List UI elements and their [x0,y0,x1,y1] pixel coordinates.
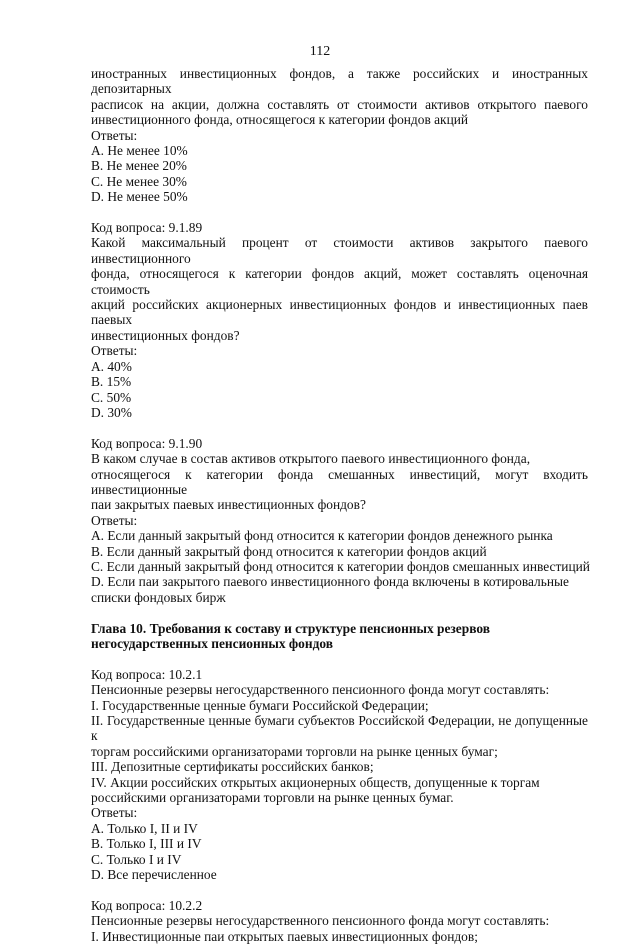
answers-label: Ответы: [91,512,138,528]
question-text: инвестиционных фондов? [91,327,240,343]
question-item: российскими организаторами торговли на рынке ценных бумаг. [91,790,454,806]
answer-option: D. Если паи закрытого паевого инвестиционного фонда включены в котировальные [91,574,569,590]
question-item: II. Государственные ценные бумаги субъектов Российской Федерации, не допущенные к [91,713,588,744]
question-text: Пенсионные резервы негосударственного пенсионного фонда могут составлять: [91,913,550,929]
question-text: акций российских акционерных инвестиционных фондов и инвестиционных паев паевых [91,297,588,328]
answers-label: Ответы: [91,343,138,359]
page-content [91,66,588,944]
page-number: 112 [309,44,331,59]
question-text: паи закрытых паевых инвестиционных фондов? [91,497,366,513]
question-code: Код вопроса: 9.1.89 [91,220,203,236]
answer-option: A. Только I, II и IV [91,820,198,836]
question-item: I. Инвестиционные паи открытых паевых инвестиционных фондов; [91,928,478,944]
question-text: Какой максимальный процент от стоимости активов закрытого паевого инвестиционного [91,235,588,266]
answer-option: D. Не менее 50% [91,189,188,205]
answers-label: Ответы: [91,127,138,143]
question-text: В каком случае в состав активов открытого паевого инвестиционного фонда, [91,451,531,467]
answer-option: B. Если данный закрытый фонд относится к категории фондов акций [91,543,487,559]
text-line: расписок на акции, должна составлять от стоимости активов открытого паевого [91,96,588,112]
chapter-heading: негосударственных пенсионных фондов [91,635,333,651]
question-item: III. Депозитные сертификаты российских банков; [91,759,374,775]
question-code: Код вопроса: 10.2.1 [91,666,203,682]
chapter-heading: Глава 10. Требования к составу и структуре пенсионных резервов [91,620,490,636]
answer-option: D. 30% [91,404,132,420]
answer-option: A. Если данный закрытый фонд относится к категории фондов денежного рынка [91,528,553,544]
answer-option: B. Только I, III и IV [91,836,202,852]
text-line: инвестиционного фонда, относящегося к категории фондов акций [91,112,469,128]
answer-option: C. Не менее 30% [91,173,187,189]
answer-option: A. 40% [91,358,132,374]
answer-option: A. Не менее 10% [91,143,188,159]
question-text: фонда, относящегося к категории фондов акций, может составлять оценочная стоимость [91,266,588,297]
answer-option: B. Не менее 20% [91,158,187,174]
answer-option: C. 50% [91,389,132,405]
answer-option: C. Если данный закрытый фонд относится к категории фондов смешанных инвестиций [91,558,590,574]
answer-option: B. 15% [91,374,132,390]
question-text: Пенсионные резервы негосударственного пенсионного фонда могут составлять: [91,682,550,698]
question-code: Код вопроса: 9.1.90 [91,435,203,451]
question-code: Код вопроса: 10.2.2 [91,897,203,913]
answer-option: списки фондовых бирж [91,589,226,605]
answers-label: Ответы: [91,805,138,821]
question-text: относящегося к категории фонда смешанных инвестиций, могут входить инвестиционные [91,466,588,497]
question-item: торгам российскими организаторами торговли на рынке ценных бумаг; [91,743,498,759]
question-item: I. Государственные ценные бумаги Российской Федерации; [91,697,429,713]
text-line: иностранных инвестиционных фондов, а также российских и иностранных депозитарных [91,66,588,97]
answer-option: D. Все перечисленное [91,867,217,883]
answer-option: C. Только I и IV [91,851,182,867]
question-item: IV. Акции российских открытых акционерных обществ, допущенные к торгам [91,774,540,790]
